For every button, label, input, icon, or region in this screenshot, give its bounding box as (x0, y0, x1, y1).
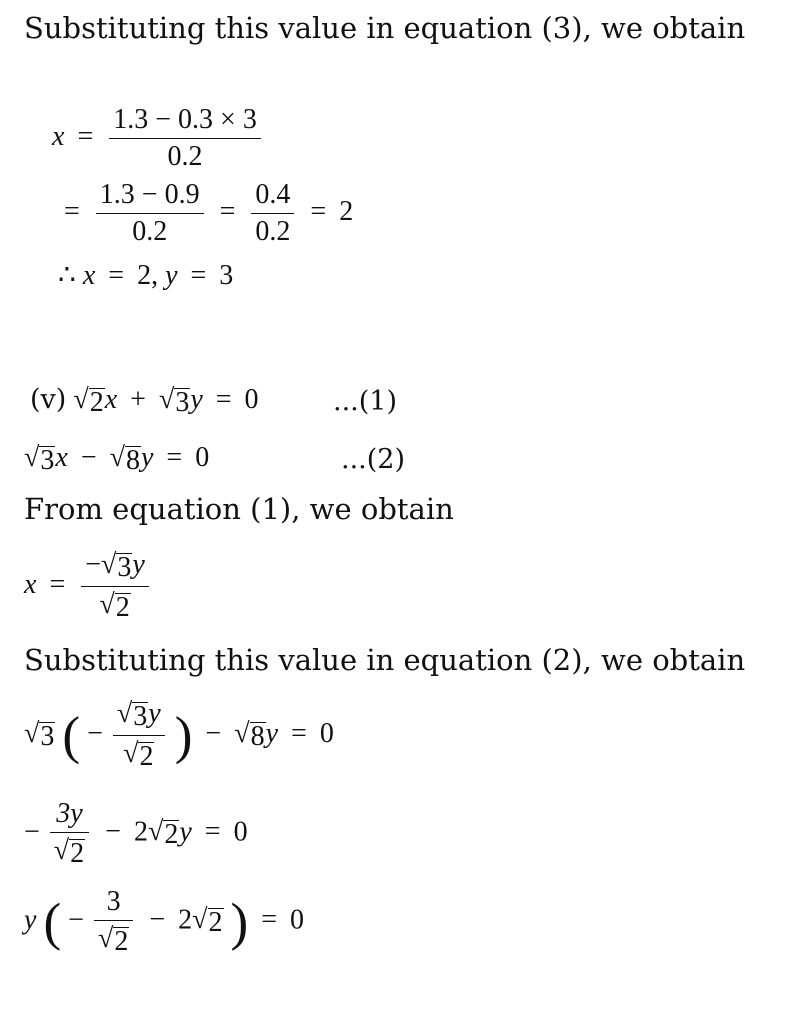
left-paren: ( (43, 892, 62, 952)
left-paren: ( (62, 705, 81, 765)
numerator: 1.3 − 0.9 (99, 179, 200, 210)
minus-sign: − (149, 904, 166, 936)
sqrt-2: √ 2 (192, 904, 223, 939)
minus-sign: − (85, 549, 102, 580)
rhs-zero: 0 (319, 717, 334, 749)
equals-sign: = (204, 816, 221, 848)
fraction (47, 800, 92, 868)
result-value: 2 (339, 195, 354, 227)
radicand: 2 (164, 819, 179, 851)
var-y: y (165, 260, 178, 291)
coefficient: 2 (133, 816, 148, 848)
equals-sign: = (291, 717, 307, 749)
minus-sign: − (205, 717, 222, 749)
equation-v-2 (24, 444, 209, 475)
rhs-zero: 0 (233, 816, 248, 848)
radicand: 3 (40, 445, 55, 476)
equation-substituted (24, 700, 334, 771)
denominator (50, 833, 89, 868)
sqrt-2: √ 2 (53, 835, 85, 869)
text-line-2: From equation (1), we obtain (24, 492, 454, 526)
radicand: 2 (89, 387, 104, 418)
text-line-1: Substituting this value in equation (3), we obtain (24, 11, 746, 45)
fraction (91, 888, 136, 956)
equation-tag-1: ...(1) (333, 386, 397, 417)
equals-sign: = (190, 260, 207, 291)
equals-sign: = (108, 260, 125, 291)
fraction (106, 106, 264, 171)
text-line-3: Substituting this value in equation (2), we obtain (24, 643, 746, 677)
var-y: y (24, 904, 37, 936)
equals-sign: = (215, 384, 232, 415)
sqrt-2: √ 2 (97, 923, 129, 957)
numerator: 1.3 − 0.3 × 3 (113, 104, 257, 135)
var-x: x (55, 442, 68, 473)
x-value: 2, (137, 260, 159, 291)
radicand: 2 (114, 926, 129, 957)
therefore-symbol: ∴ (58, 260, 76, 291)
radicand: 2 (115, 592, 130, 623)
rhs-zero: 0 (195, 442, 210, 473)
equals-sign: = (261, 904, 278, 936)
var-x: x (82, 260, 96, 291)
radicand: 3 (40, 720, 55, 752)
numerator: 3 (106, 886, 121, 917)
equals-sign: = (64, 195, 80, 227)
var-y: y (190, 384, 203, 415)
numerator: 3y (56, 798, 83, 829)
denominator: 0.2 (132, 216, 168, 247)
equation-tag-2: ...(2) (341, 444, 405, 475)
sqrt-3: √ 3 (24, 717, 55, 752)
equation-simplified (24, 800, 248, 868)
numerator (113, 700, 165, 735)
minus-sign: − (105, 816, 121, 848)
radicand: 8 (125, 445, 140, 476)
var-y: y (179, 816, 192, 848)
denominator: 0.2 (167, 141, 203, 172)
radicand: 2 (208, 907, 223, 939)
sqrt-2: √ 2 (73, 384, 104, 418)
var-y: y (265, 717, 279, 749)
var-y: y (148, 698, 161, 729)
denominator (95, 587, 134, 622)
sqrt-2: √ 2 (123, 738, 154, 772)
minus-sign: − (80, 442, 97, 473)
equals-sign: = (77, 120, 94, 152)
fraction-1 (93, 181, 207, 246)
numerator (81, 551, 149, 586)
fraction (78, 551, 152, 622)
equation-x-fraction (52, 106, 264, 171)
var-x: x (104, 384, 118, 415)
sqrt-3: √ 3 (116, 698, 148, 732)
radicand: 2 (139, 741, 154, 772)
equals-sign: = (49, 568, 66, 600)
fraction-2 (248, 181, 297, 246)
radicand: 8 (250, 720, 265, 752)
radicand: 2 (70, 838, 85, 869)
radicand: 3 (175, 387, 190, 418)
equation-v-1 (30, 386, 259, 417)
var-x: x (52, 120, 65, 152)
right-paren: ) (174, 705, 193, 765)
rhs-zero: 0 (290, 904, 305, 936)
denominator (94, 921, 133, 956)
coefficient: 2 (178, 904, 193, 936)
equation-x-from-1 (24, 551, 152, 622)
rhs-zero: 0 (244, 384, 259, 415)
minus-sign: − (24, 816, 40, 848)
radicand: 3 (133, 701, 148, 732)
sqrt-2: √ 2 (99, 589, 130, 623)
radicand: 3 (117, 552, 132, 583)
denominator (119, 736, 158, 771)
var-y: y (132, 549, 145, 580)
var-y: y (140, 442, 154, 473)
var-x: x (24, 568, 37, 600)
equals-sign: = (219, 195, 236, 227)
minus-sign: − (68, 904, 84, 936)
sqrt-3: √ 3 (24, 442, 55, 476)
plus-sign: + (130, 384, 146, 415)
sqrt-3: √ 3 (101, 549, 132, 583)
part-label: (v) (30, 384, 67, 415)
equation-simplification (58, 181, 353, 246)
sqrt-8: √ 8 (109, 442, 140, 476)
right-paren: ) (230, 892, 249, 952)
denominator: 0.2 (255, 216, 291, 247)
equals-sign: = (166, 442, 183, 473)
sqrt-3: √ 3 (158, 384, 190, 418)
equation-solution (58, 262, 233, 290)
y-value: 3 (219, 260, 234, 291)
sqrt-8: √ 8 (234, 717, 265, 752)
equation-factored (24, 888, 304, 956)
numerator: 0.4 (255, 179, 291, 210)
fraction (110, 700, 168, 771)
equals-sign: = (310, 195, 327, 227)
minus-sign: − (87, 717, 103, 749)
sqrt-2: √ 2 (147, 816, 179, 851)
